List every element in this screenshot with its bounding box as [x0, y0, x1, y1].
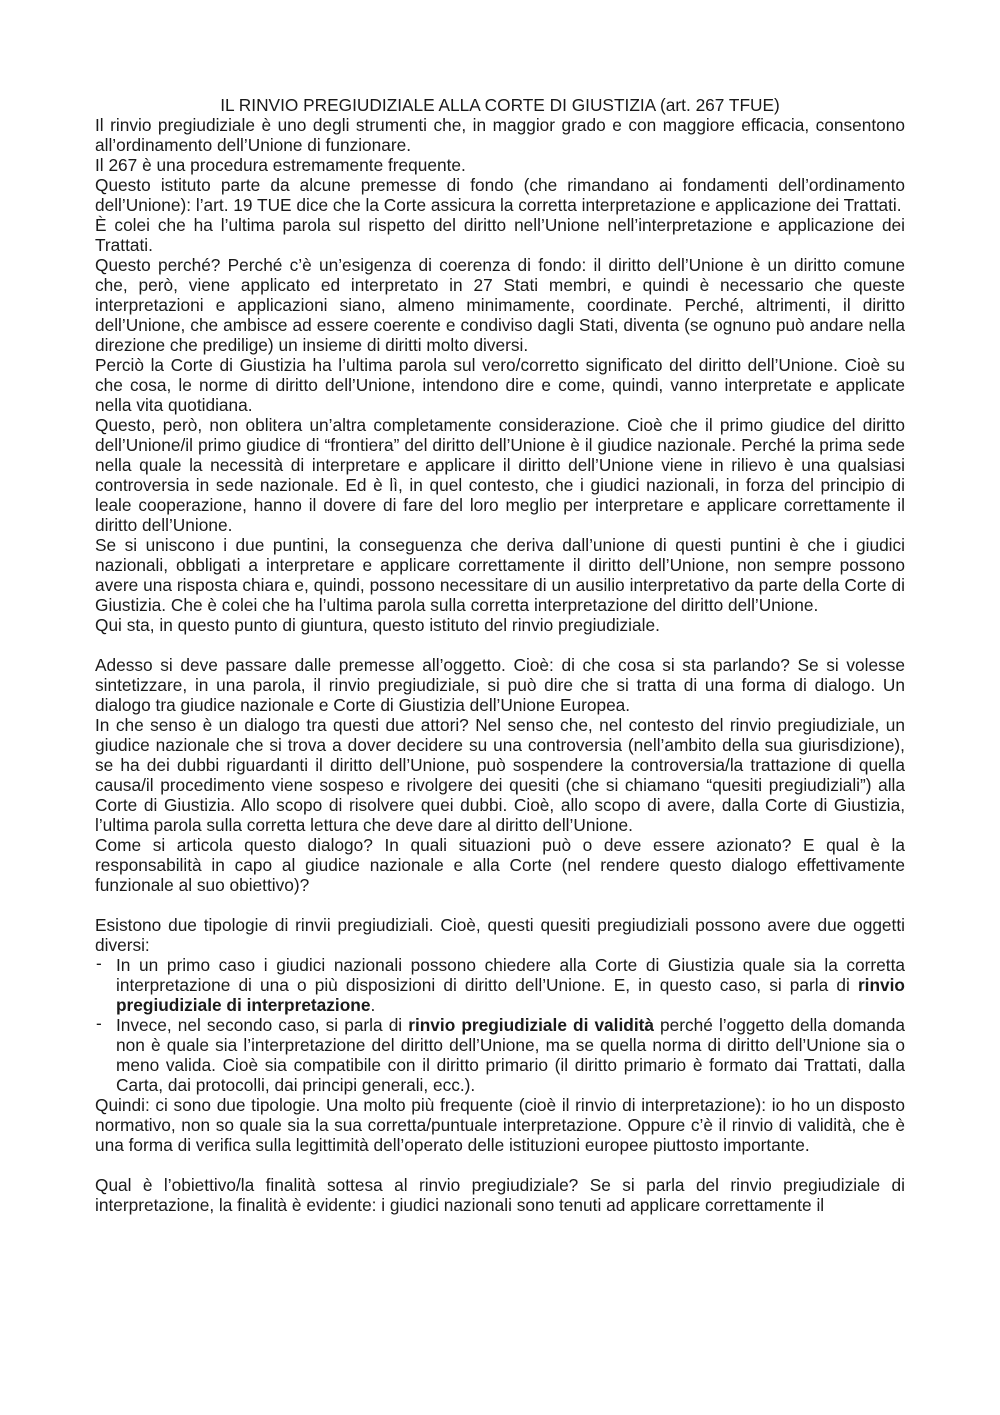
- document-page: [95, 95, 905, 1215]
- paragraph: Adesso si deve passare dalle premesse all’oggetto. Cioè: di che cosa si sta parlando? Se si volesse sintetizzare, in una parola, il rinvio pregiudiziale, si può dire che si tratta di una forma di dialogo. Un dialogo tra giudice nazionale e Corte di Giustizia dell’Unione Europea.: [95, 655, 905, 715]
- paragraph: Questo istituto parte da alcune premesse di fondo (che rimandano ai fondamenti dell’ordinamento dell’Unione): l’art. 19 TUE dice che la Corte assicura la corretta interpretazione e applicazione dei Trattati.: [95, 175, 905, 215]
- list-item: [95, 955, 905, 1015]
- paragraph: Il rinvio pregiudiziale è uno degli strumenti che, in maggior grado e con maggiore efficacia, consentono all’ordinamento dell’Unione di funzionare.: [95, 115, 905, 155]
- paragraph-spacer: [95, 635, 905, 655]
- section-tipologie: [95, 915, 905, 1155]
- tipologie-list: [95, 955, 905, 1095]
- section-premesse: [95, 115, 905, 635]
- paragraph: È colei che ha l’ultima parola sul rispetto del diritto nell’Unione nell’interpretazione e applicazione dei Trattati.: [95, 215, 905, 255]
- bold-term: rinvio pregiudiziale di validità: [408, 1015, 654, 1035]
- paragraph: Questo perché? Perché c’è un’esigenza di coerenza di fondo: il diritto dell’Unione è un diritto comune che, però, viene applicato ed interpretato in 27 Stati membri, e quindi è necessario che queste interpretazioni e applicazioni siano, almeno minimamente, coordinate. Perché, altrimenti, il diritto dell’Unione, che ambisce ad essere coerente e condiviso dagli Stati, diventa (se ognuno può andare nella direzione che predilige) un insieme di diritti molto diversi.: [95, 255, 905, 355]
- paragraph: In che senso è un dialogo tra questi due attori? Nel senso che, nel contesto del rinvio pregiudiziale, un giudice nazionale che si trova a dover decidere su una controversia (nell’ambito della sua giurisdizione), se ha dei dubbi riguardanti il diritto dell’Unione, può sospendere la controversia/la trattazione di quella causa/il procedimento viene sospeso e rivolgere dei quesiti (che si chiamano “quesiti pregiudiziali”) alla Corte di Giustizia. Allo scopo di risolvere quei dubbi. Cioè, allo scopo di avere, dalla Corte di Giustizia, l’ultima parola sulla corretta lettura che deve dare al diritto dell’Unione.: [95, 715, 905, 835]
- document-title: IL RINVIO PREGIUDIZIALE ALLA CORTE DI GIUSTIZIA (art. 267 TFUE): [220, 95, 780, 115]
- paragraph: Quindi: ci sono due tipologie. Una molto più frequente (cioè il rinvio di interpretazione): io ho un disposto normativo, non so quale sia la sua corretta/puntuale interpretazione. Oppure c’è il rinvio di validità, che è una forma di verifica sulla legittimità dell’operato delle istituzioni europee piuttosto importante.: [95, 1095, 905, 1155]
- list-item-text: Invece, nel secondo caso, si parla di: [116, 1015, 409, 1035]
- section-finalita: [95, 1175, 905, 1215]
- paragraph: Perciò la Corte di Giustizia ha l’ultima parola sul vero/corretto significato del diritto dell’Unione. Cioè su che cosa, le norme di diritto dell’Unione, intendono dire e come, quindi, vanno interpretate e applicate nella vita quotidiana.: [95, 355, 905, 415]
- paragraph: Questo, però, non oblitera un’altra completamente considerazione. Cioè che il primo giudice del diritto dell’Unione/il primo giudice di “frontiera” del diritto dell’Unione è il giudice nazionale. Perché la prima sede nella quale la necessità di interpretare e applicare il diritto dell’Unione viene in rilievo è una qualsiasi controversia in sede nazionale. Ed è lì, in quel contesto, che i giudici nazionali, in forza del principio di leale cooperazione, hanno il dovere di fare del loro meglio per interpretare e applicare correttamente il diritto dell’Unione.: [95, 415, 905, 535]
- list-item-text: perché l’oggetto della domanda non è quale sia l’interpretazione del diritto dell’Unione, ma se quella norma di diritto dell’Unione sia o meno valida. Cioè sia compatibile con il diritto primario (il diritto primario è formato dai Trattati, dalla Carta, dai protocolli, dai principi generali, ecc.).: [116, 1015, 905, 1095]
- list-item-text: .: [370, 995, 376, 1015]
- paragraph: Esistono due tipologie di rinvii pregiudiziali. Cioè, questi quesiti pregiudiziali possono avere due oggetti diversi:: [95, 915, 905, 955]
- list-item-text: In un primo caso i giudici nazionali possono chiedere alla Corte di Giustizia quale sia la corretta interpretazione di una o più disposizioni di diritto dell’Unione. E, in questo caso, si parla di: [116, 955, 905, 995]
- dash-bullet: -: [96, 953, 102, 973]
- paragraph-spacer: [95, 1155, 905, 1175]
- paragraph: Qui sta, in questo punto di giuntura, questo istituto del rinvio pregiudiziale.: [95, 615, 660, 635]
- paragraph: Come si articola questo dialogo? In quali situazioni può o deve essere azionato? E qual è la responsabilità in capo al giudice nazionale e alla Corte (nel rendere questo dialogo effettivamente funzionale al suo obiettivo)?: [95, 835, 905, 895]
- list-item: [95, 1015, 905, 1095]
- bold-term: rinvio pregiudiziale di interpretazione: [116, 975, 905, 1015]
- paragraph: Il 267 è una procedura estremamente frequente.: [95, 155, 466, 175]
- paragraph: Qual è l’obiettivo/la finalità sottesa al rinvio pregiudiziale? Se si parla del rinvio pregiudiziale di interpretazione, la finalità è evidente: i giudici nazionali sono tenuti ad applicare correttamente il: [95, 1175, 905, 1215]
- paragraph-spacer: [95, 895, 905, 915]
- paragraph: Se si uniscono i due puntini, la conseguenza che deriva dall’unione di questi puntini è che i giudici nazionali, obbligati a interpretare e applicare correttamente il diritto dell’Unione, non sempre possono avere una risposta chiara e, quindi, possono necessitare di un ausilio interpretativo da parte della Corte di Giustizia. Che è colei che ha l’ultima parola sulla corretta interpretazione del diritto dell’Unione.: [95, 535, 905, 615]
- dash-bullet: -: [96, 1013, 102, 1033]
- section-oggetto: [95, 655, 905, 895]
